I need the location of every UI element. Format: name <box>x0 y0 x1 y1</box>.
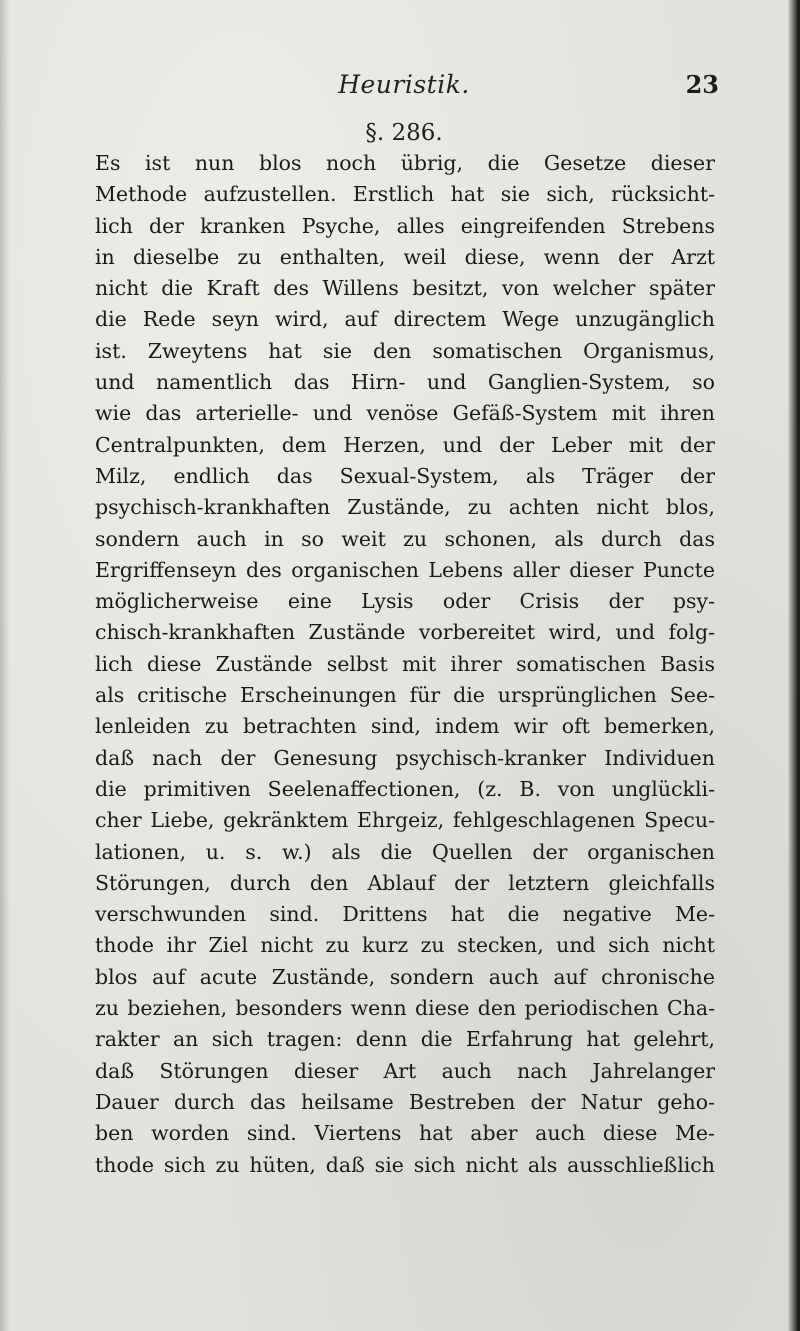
text-line: psychisch-krankhaften Zustände, zu achten nicht blos, <box>95 495 715 520</box>
page-header <box>95 70 719 110</box>
text-line: möglicherweise eine Lysis oder Crisis der psy- <box>95 589 715 614</box>
section-number: §. 286. <box>365 120 443 146</box>
text-line: Methode aufzustellen. Erstlich hat sie sich, rücksicht- <box>95 182 715 207</box>
text-line: rakter an sich tragen: denn die Erfahrung hat gelehrt, <box>95 1027 715 1052</box>
text-line: in dieselbe zu enthalten, weil diese, wenn der Arzt <box>95 244 715 269</box>
text-line: Dauer durch das heilsame Bestreben der Natur geho- <box>95 1089 715 1114</box>
text-line: nicht die Kraft des Willens besitzt, von welcher später <box>95 276 715 301</box>
text-line: ist. Zweytens hat sie den somatischen Organismus, <box>95 338 715 363</box>
text-line: die primitiven Seelenaffectionen, (z. B. von unglückli- <box>95 776 715 801</box>
text-line: blos auf acute Zustände, sondern auch auf chronische <box>95 964 715 989</box>
text-line: chisch-krankhaften Zustände vorbereitet wird, und folg- <box>95 620 715 645</box>
text-line: lenleiden zu betrachten sind, indem wir oft bemerken, <box>95 714 715 739</box>
text-line: Es ist nun blos noch übrig, die Gesetze dieser <box>95 151 715 175</box>
text-line: ben worden sind. Viertens hat aber auch diese Me- <box>95 1121 715 1146</box>
page-number: 23 <box>685 70 719 99</box>
text-line: cher Liebe, gekränktem Ehrgeiz, fehlgeschlagenen Specu- <box>95 808 715 833</box>
text-line: zu beziehen, besonders wenn diese den periodischen Cha- <box>95 996 715 1021</box>
text-line: wie das arterielle- und venöse Gefäß-System mit ihren <box>95 401 715 426</box>
text-line: lich der kranken Psyche, alles eingreifenden Strebens <box>95 213 715 238</box>
page-gutter-shadow <box>0 0 10 1331</box>
text-line: die Rede seyn wird, auf directem Wege unzugänglich <box>95 307 715 332</box>
text-line: Milz, endlich das Sexual-System, als Träger der <box>95 463 715 488</box>
text-line: sondern auch in so weit zu schonen, als durch das <box>95 526 715 551</box>
text-line: daß Störungen dieser Art auch nach Jahrelanger <box>95 1058 715 1083</box>
text-line: Störungen, durch den Ablauf der letztern gleichfalls <box>95 870 715 895</box>
text-line: thode ihr Ziel nicht zu kurz zu stecken, und sich nicht <box>95 933 715 958</box>
text-line: Centralpunkten, dem Herzen, und der Leber mit der <box>95 432 715 457</box>
text-line: Ergriffenseyn des organischen Lebens aller dieser Puncte <box>95 557 715 582</box>
text-line: und namentlich das Hirn- und Ganglien-System, so <box>95 370 715 395</box>
text-line: daß nach der Genesung psychisch-kranker Individuen <box>95 745 715 770</box>
text-line: lationen, u. s. w.) als die Quellen der organischen <box>95 839 715 864</box>
page-edge-shadow <box>788 0 800 1331</box>
text-line: thode sich zu hüten, daß sie sich nicht als ausschließlich <box>95 1152 715 1177</box>
body-text <box>95 148 715 1181</box>
text-line: als critische Erscheinungen für die ursprünglichen See- <box>95 683 715 708</box>
text-line: lich diese Zustände selbst mit ihrer somatischen Basis <box>95 651 715 676</box>
text-line: verschwunden sind. Drittens hat die negative Me- <box>95 902 715 927</box>
running-title: Heuristik. <box>338 70 470 99</box>
